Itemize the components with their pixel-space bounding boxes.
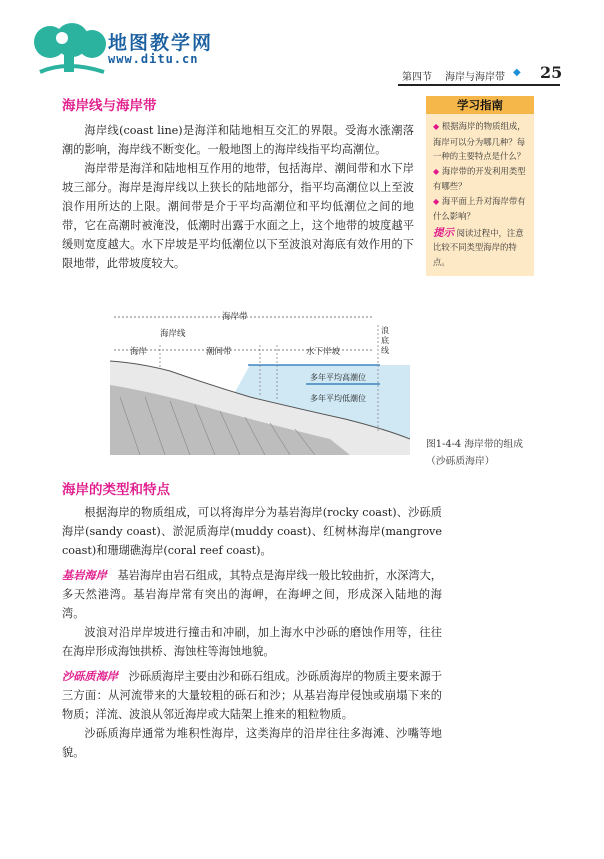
paragraph-coast-types-intro: 根据海岸的物质组成，可以将海岸分为基岩海岸(rocky coast)、沙砾质海岸(sandy coast)、淤泥质海岸(muddy coast)、红树林海岸(mangrove coast)和珊瑚礁海岸(coral reef coast)。 (62, 506, 442, 557)
paragraph-coastal-zone: 海岸带是海洋和陆地相互作用的地带，包括海岸、潮间带和水下岸坡三部分。海岸是海岸线以上狭长的陆地部分，指平均高潮位以上至波浪作用所达的上限。潮间带是介于平均高潮位和平均低潮位之间的地带，它在高潮时被淹没，低潮时出露于水面之上，这个地带的坡度越平缓则宽度越大。水下岸坡是平均低潮位以下至波浪对海底有效作用的下限地带，此带坡度较大。 (62, 162, 414, 270)
study-guide-title: 学习指南 (426, 96, 534, 114)
guide-question: ◆ 海岸带的开发利用类型有哪些？ (433, 165, 526, 191)
label-mean-high-tide: 多年平均高潮位 (310, 373, 366, 382)
figure-caption: 图1-4-4 海岸带的组成（沙砾质海岸） (426, 439, 524, 467)
paragraph-coastline: 海岸线(coast line)是海洋和陆地相互交汇的界限。受海水涨潮落潮的影响，海岸线不断变化。一般地图上的海岸线指平均高潮位。 (62, 124, 414, 156)
header-rule (398, 84, 560, 86)
guide-question: ◆ 海平面上升对海岸带有什么影响？ (433, 195, 526, 221)
paragraph-sandy-landforms: 沙砾质海岸通常为堆积性海岸，这类海岸的沿岸往往多海滩、沙嘴等地貌。 (62, 727, 442, 759)
watermark-title: 地图教学网 (108, 32, 214, 54)
section1-body (62, 121, 414, 273)
label-subaqueous-slope: 水下岸坡 (306, 347, 341, 357)
label-wave-base: 浪底线 (381, 326, 389, 355)
hint-text: 阅读过程中，注意比较不同类型海岸的特点。 (433, 227, 524, 267)
paragraph-rocky-coast: 基岩海岸 基岩海岸由岩石组成，其特点是海岸线一般比较曲折，水深湾大，多天然港湾。基岩海岸常有突出的海岬，在海岬之间，形成深入陆地的海湾。 (62, 569, 442, 620)
guide-question: ◆ 根据海岸的物质组成，海岸可以分为哪几种？每一种的主要特点是什么？ (433, 121, 526, 161)
diamond-icon: ◆ (433, 166, 440, 176)
header-title: 海岸与海岸带 (445, 72, 505, 83)
diamond-icon: ◆ (433, 122, 440, 131)
label-coastline: 海岸线 (160, 329, 186, 339)
label-mean-low-tide: 多年平均低潮位 (310, 394, 366, 403)
diamond-icon: ◆ (433, 196, 440, 206)
guide-hint (433, 226, 529, 270)
label-coast: 海岸 (130, 347, 148, 357)
section-heading-coastline: 海岸线与海岸带 (62, 98, 157, 114)
study-guide-box (426, 96, 534, 276)
term-rocky-coast: 基岩海岸 (62, 569, 107, 582)
paragraph-sandy-coast: 沙砾质海岸 沙砾质海岸主要由沙和砾石组成。沙砾质海岸的物质主要来源于三方面：从河流带来的大量较粗的砾石和沙；从基岩海岸侵蚀或崩塌下来的物质；洋流、波浪从邻近海岸或大陆架上推来的粗粒物质。 (62, 670, 442, 721)
diamond-icon: ◆ (513, 67, 521, 78)
paragraph-rocky-erosion: 波浪对沿岸岸坡进行撞击和冲刷，加上海水中沙砾的磨蚀作用等，往往在海岸形成海蚀拱桥、海蚀柱等海蚀地貌。 (62, 626, 442, 658)
label-coastal-zone: 海岸带 (222, 312, 248, 322)
hint-label: 提示 (433, 226, 454, 239)
label-intertidal: 潮间带 (206, 347, 232, 357)
watermark-url: www.ditu.cn (108, 52, 199, 66)
coastal-zone-diagram (110, 305, 410, 455)
section2-body (62, 503, 442, 762)
page-number: 25 (540, 63, 563, 82)
term-sandy-coast: 沙砾质海岸 (62, 670, 118, 683)
header-section: 第四节 (402, 72, 432, 83)
section-heading-coast-types: 海岸的类型和特点 (62, 482, 170, 498)
